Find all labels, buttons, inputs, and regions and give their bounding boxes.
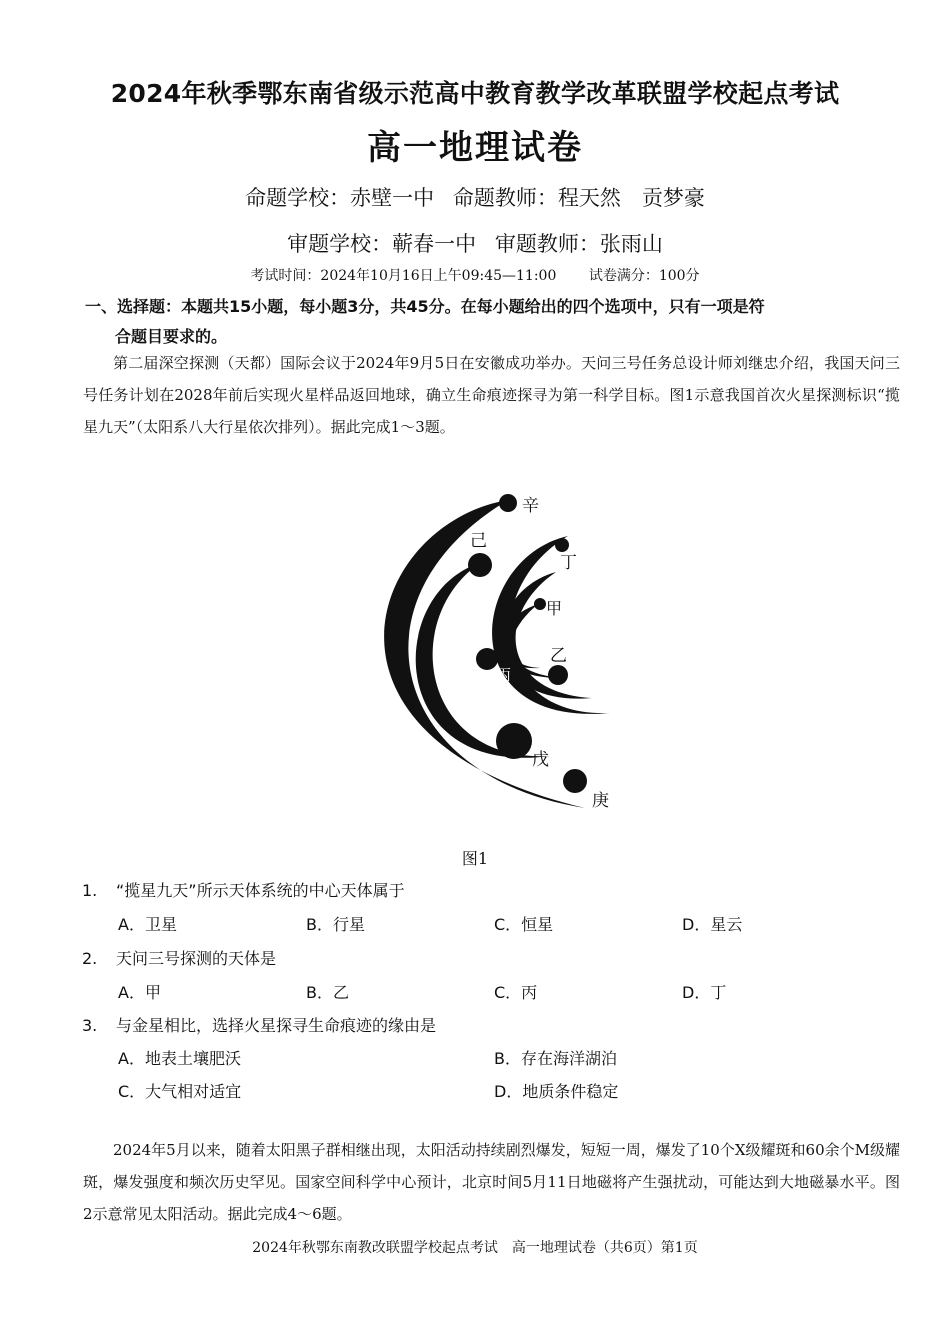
q3-option-d[interactable]: D．地质条件稳定: [494, 1082, 619, 1101]
question-2: [82, 946, 276, 969]
reviewer-teacher: 审题教师：张雨山: [494, 232, 663, 256]
figure-caption: 图1: [461, 849, 489, 868]
page-footer: 2024年秋鄂东南教改联盟学校起点考试 高一地理试卷（共6页）第1页: [252, 1240, 698, 1256]
question-stem: 与金星相比，选择火星探寻生命痕迹的缘由是: [116, 1016, 437, 1035]
question-number: 2.: [82, 949, 98, 968]
question-number: 1.: [82, 881, 98, 900]
exam-time: 考试时间：2024年10月16日上午09:45—11:00: [250, 268, 557, 284]
exam-info: [0, 265, 950, 285]
setter-teachers: 命题教师：程天然 贡梦豪: [452, 186, 705, 210]
question-1: [82, 878, 405, 901]
planet-xin: [499, 494, 517, 512]
label-yi: 乙: [550, 646, 567, 666]
label-bing: 丙: [496, 666, 512, 684]
q1-option-b[interactable]: B．行星: [306, 915, 365, 934]
q1-option-d[interactable]: D．星云: [682, 915, 743, 934]
passage-2: 2024年5月以来，随着太阳黑子群相继出现，太阳活动持续剧烈爆发，短短一周，爆发了10个X级耀斑和60余个M级耀斑，爆发强度和频次历史罕见。国家空间科学中心预计，北京时间5月11日地磁将产生强扰动，可能达到大地磁暴水平。图2示意常见太阳活动。据此完成4～6题。: [83, 1141, 900, 1223]
label-wu: 戊: [532, 750, 549, 770]
planet-bing: [476, 648, 498, 670]
question-stem: “揽星九天”所示天体系统的中心天体属于: [116, 881, 405, 900]
setter-info: [0, 182, 950, 212]
label-geng: 庚: [592, 791, 609, 811]
question-stem: 天问三号探测的天体是: [116, 949, 277, 968]
exam-title: 2024年秋季鄂东南省级示范高中教育教学改革联盟学校起点考试: [110, 79, 840, 108]
q1-option-a[interactable]: A．卫星: [118, 915, 177, 934]
question-3: [82, 1013, 436, 1036]
label-ding: 丁: [560, 553, 577, 573]
section-heading-line1: 一、选择题：本题共15小题，每小题3分，共45分。在每小题给出的四个选项中，只有一项是符: [85, 297, 765, 316]
passage-1: 第二届深空探测（天都）国际会议于2024年9月5日在安徽成功举办。天问三号任务总设计师刘继忠介绍，我国天问三号任务计划在2028年前后实现火星样品返回地球，确立生命痕迹探寻为第一科学目标。图1示意我国首次火星探测标识“揽星九天”（太阳系八大行星依次排列）。据此完成1～3题。: [83, 354, 900, 436]
q3-option-b[interactable]: B．存在海洋湖泊: [494, 1049, 617, 1068]
section-heading: [85, 292, 905, 352]
paper-subtitle: 高一地理试卷: [367, 128, 583, 168]
label-xin: 辛: [522, 496, 539, 516]
q1-option-c[interactable]: C．恒星: [494, 915, 554, 934]
figure-1-solar-system-logo: [330, 478, 650, 838]
q2-option-d[interactable]: D．丁: [682, 983, 727, 1002]
planet-wu: [496, 723, 532, 759]
reviewer-info: [0, 228, 950, 258]
section-heading-line2: 合题目要求的。: [115, 327, 228, 346]
planet-jia: [534, 598, 546, 610]
label-ji: 己: [470, 531, 487, 551]
q3-option-a[interactable]: A．地表土壤肥沃: [118, 1049, 241, 1068]
planet-ji: [468, 553, 492, 577]
planet-geng: [563, 769, 587, 793]
q2-option-b[interactable]: B．乙: [306, 983, 349, 1002]
reviewer-school: 审题学校：蕲春一中: [287, 232, 477, 256]
planet-yi: [548, 665, 568, 685]
question-number: 3.: [82, 1016, 98, 1035]
planet-ding: [555, 538, 569, 552]
full-score: 试卷满分：100分: [588, 268, 700, 284]
setter-school: 命题学校：赤壁一中: [245, 186, 435, 210]
label-jia: 甲: [546, 599, 563, 618]
q3-option-c[interactable]: C．大气相对适宜: [118, 1082, 242, 1101]
q2-option-c[interactable]: C．丙: [494, 983, 538, 1002]
q2-option-a[interactable]: A．甲: [118, 983, 161, 1002]
